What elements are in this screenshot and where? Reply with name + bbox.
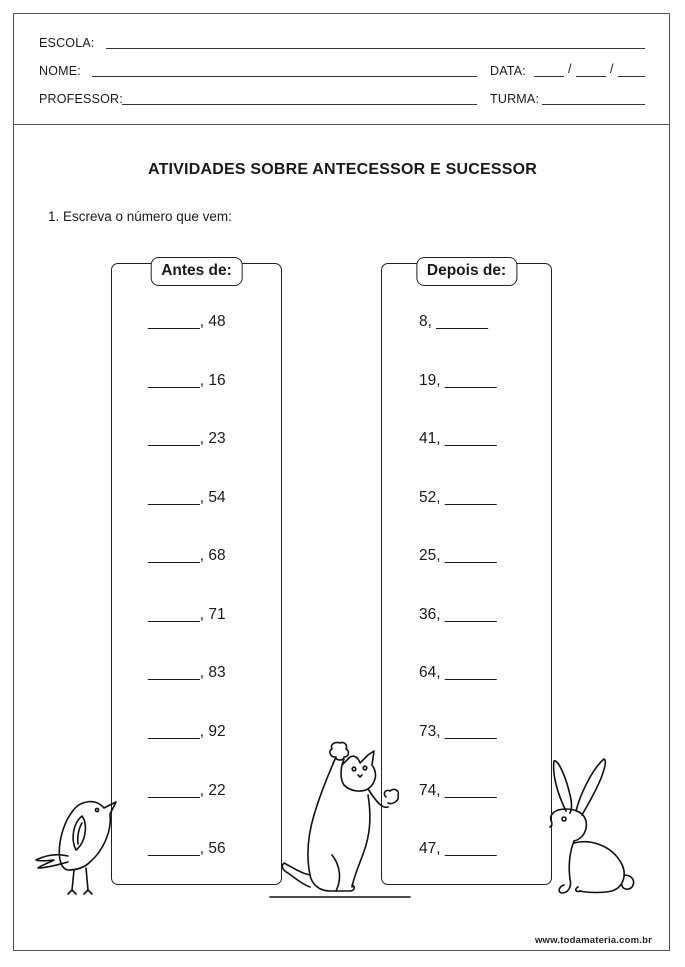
list-item[interactable]: ______, 23 bbox=[148, 430, 226, 447]
header-form bbox=[14, 14, 669, 125]
list-item[interactable]: 41, ______ bbox=[419, 430, 497, 447]
list-item[interactable]: 64, ______ bbox=[419, 664, 497, 681]
list-item[interactable]: ______, 83 bbox=[148, 664, 226, 681]
column-before-heading: Antes de: bbox=[150, 257, 243, 286]
list-item[interactable]: 73, ______ bbox=[419, 723, 497, 740]
question-text: 1. Escreva o número que vem: bbox=[48, 209, 232, 224]
name-field[interactable] bbox=[92, 76, 477, 77]
rabbit-icon bbox=[540, 755, 640, 900]
column-before bbox=[111, 263, 282, 885]
school-field[interactable] bbox=[106, 48, 645, 49]
date-separator: / bbox=[610, 62, 614, 76]
list-item[interactable]: ______, 68 bbox=[148, 547, 226, 564]
class-label: TURMA: bbox=[490, 92, 540, 106]
teacher-label: PROFESSOR: bbox=[39, 92, 123, 106]
date-year-field[interactable] bbox=[618, 76, 645, 77]
school-label: ESCOLA: bbox=[39, 36, 95, 50]
page-title: ATIVIDADES SOBRE ANTECESSOR E SUCESSOR bbox=[148, 161, 537, 178]
list-item[interactable]: 25, ______ bbox=[419, 547, 497, 564]
date-label: DATA: bbox=[490, 64, 526, 78]
date-month-field[interactable] bbox=[576, 76, 606, 77]
list-item[interactable]: 52, ______ bbox=[419, 489, 497, 506]
list-item[interactable]: ______, 22 bbox=[148, 782, 226, 799]
list-item[interactable]: 8, ______ bbox=[419, 313, 488, 330]
bird-icon bbox=[30, 790, 125, 900]
teacher-field[interactable] bbox=[122, 104, 477, 105]
list-item[interactable]: 74, ______ bbox=[419, 782, 497, 799]
date-separator: / bbox=[568, 62, 572, 76]
column-after-heading: Depois de: bbox=[416, 257, 517, 286]
list-item[interactable]: 36, ______ bbox=[419, 606, 497, 623]
footer-url: www.todamateria.com.br bbox=[534, 935, 652, 946]
list-item[interactable]: ______, 54 bbox=[148, 489, 226, 506]
list-item[interactable]: ______, 48 bbox=[148, 313, 226, 330]
cat-icon bbox=[270, 735, 410, 903]
list-item[interactable]: 47, ______ bbox=[419, 840, 497, 857]
list-item[interactable]: ______, 56 bbox=[148, 840, 226, 857]
date-day-field[interactable] bbox=[534, 76, 564, 77]
list-item[interactable]: ______, 92 bbox=[148, 723, 226, 740]
name-label: NOME: bbox=[39, 64, 81, 78]
class-field[interactable] bbox=[542, 104, 645, 105]
list-item[interactable]: 19, ______ bbox=[419, 372, 497, 389]
list-item[interactable]: ______, 16 bbox=[148, 372, 226, 389]
list-item[interactable]: ______, 71 bbox=[148, 606, 226, 623]
